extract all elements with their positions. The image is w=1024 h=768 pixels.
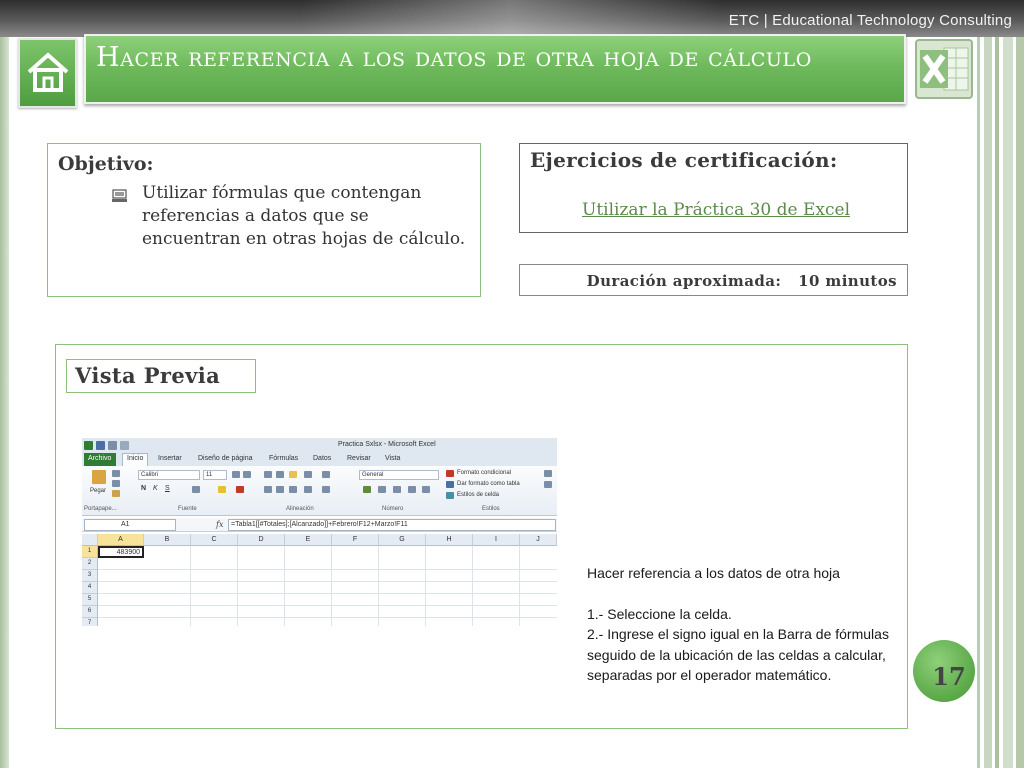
wrap-text-icon[interactable] [322, 471, 330, 478]
instructions [587, 563, 897, 686]
column-header[interactable]: H [426, 534, 473, 546]
group-clipboard: Portapape... [84, 506, 117, 512]
font-color-icon[interactable] [236, 486, 244, 493]
gridline [284, 546, 285, 626]
right-stripe [977, 37, 980, 768]
row-header[interactable]: 6 [82, 606, 98, 618]
group-number: Número [382, 506, 404, 512]
group-styles: Estilos [482, 506, 500, 512]
merge-center-icon[interactable] [322, 486, 330, 493]
row-header[interactable]: 5 [82, 594, 98, 606]
gridline [237, 546, 238, 626]
decrease-decimal-icon[interactable] [422, 486, 430, 493]
home-button[interactable] [18, 38, 77, 108]
ribbon-tabs [82, 452, 557, 466]
align-middle-icon[interactable] [276, 471, 284, 478]
computer-bullet-icon [112, 189, 127, 203]
duration-text: Duración aproximada: 10 minutos [586, 272, 897, 290]
brand-text: ETC | Educational Technology Consulting [728, 12, 1012, 29]
objective-text: Utilizar fórmulas que contengan referencias a datos que se encuentran en otras hojas de cálculo. [142, 183, 466, 249]
instructions-heading: Hacer referencia a los datos de otra hoja [587, 565, 840, 581]
shrink-font-icon[interactable] [243, 471, 251, 478]
cell-a1[interactable]: 483900 [98, 546, 144, 558]
gridline [98, 617, 557, 618]
insert-cells-icon[interactable] [544, 470, 552, 477]
tab-insertar[interactable]: Insertar [158, 455, 182, 462]
column-header[interactable]: C [191, 534, 238, 546]
excel-window-title: Practica Sxlsx - Microsoft Excel [338, 441, 436, 448]
cell-styles-button[interactable]: Estilos de celda [457, 492, 500, 498]
gridline [519, 546, 520, 626]
formula-input[interactable]: =Tabla1[[#Totales];[Alcanzado]]+Febrero!F12+Marzo!F11 [228, 519, 556, 531]
page-number-badge [913, 640, 975, 702]
format-painter-icon[interactable] [112, 490, 120, 497]
right-stripe [1016, 37, 1024, 768]
currency-icon[interactable] [363, 486, 371, 493]
increase-decimal-icon[interactable] [408, 486, 416, 493]
percent-icon[interactable] [378, 486, 386, 493]
column-header[interactable]: I [473, 534, 520, 546]
objective-heading: Objetivo: [58, 153, 154, 175]
preview-label-box [66, 359, 256, 393]
gridline [472, 546, 473, 626]
excel-app-icon [84, 441, 93, 450]
orientation-icon[interactable] [304, 471, 312, 478]
conditional-format-button[interactable]: Formato condicional [457, 470, 512, 476]
page-number: 17 [932, 662, 966, 691]
group-alignment: Alineación [286, 506, 314, 512]
align-left-icon[interactable] [264, 486, 272, 493]
gridline [98, 581, 557, 582]
column-header[interactable]: J [520, 534, 557, 546]
objective-box [47, 143, 481, 297]
row-header[interactable]: 2 [82, 558, 98, 570]
redo-icon[interactable] [120, 441, 129, 450]
page-title: Hacer referencia a los datos de otra hoja de cálculo [96, 42, 812, 73]
indent-icon[interactable] [304, 486, 312, 493]
top-bar-sheen [300, 0, 720, 37]
excel-logo-icon [914, 38, 974, 100]
gridline [98, 569, 557, 570]
quick-access-toolbar [84, 440, 129, 450]
right-stripe [995, 37, 999, 768]
align-top-icon[interactable] [264, 471, 272, 478]
preview-label: Vista Previa [75, 363, 221, 388]
right-stripe [984, 37, 992, 768]
practice-link[interactable]: Utilizar la Práctica 30 de Excel [582, 200, 851, 220]
row-header[interactable]: 3 [82, 570, 98, 582]
italic-button[interactable]: K [153, 485, 158, 492]
font-size-select[interactable]: 11 [203, 470, 227, 480]
name-box[interactable]: A1 [84, 519, 176, 531]
gridline [98, 605, 557, 606]
top-bar [0, 0, 1024, 37]
column-header[interactable]: B [144, 534, 191, 546]
cell-styles-icon[interactable] [446, 492, 454, 499]
ribbon [82, 466, 557, 516]
tab-formulas[interactable]: Fórmulas [269, 455, 299, 462]
copy-icon[interactable] [112, 480, 120, 487]
gridline [190, 546, 191, 626]
row-header[interactable]: 1 [82, 546, 98, 558]
thousands-icon[interactable] [393, 486, 401, 493]
row-header[interactable]: 7 [82, 618, 98, 626]
number-format-select[interactable]: General [359, 470, 439, 480]
tab-diseno-pagina[interactable]: Diseño de página [198, 455, 253, 462]
instructions-step-2: 2.- Ingrese el signo igual en la Barra de fórmulas seguido de la ubicación de las celdas a calcular, separadas por el operador matemático. [587, 626, 889, 683]
gridline [98, 593, 557, 594]
excel-screenshot [82, 438, 557, 626]
right-stripe [1003, 37, 1013, 768]
conditional-format-icon[interactable] [446, 470, 454, 477]
grow-font-icon[interactable] [232, 471, 240, 478]
left-decorative-stripe [0, 37, 9, 768]
align-right-icon[interactable] [289, 486, 297, 493]
formula-bar [82, 518, 557, 532]
borders-icon[interactable] [192, 486, 200, 493]
column-header[interactable]: A [98, 534, 144, 546]
column-header[interactable]: G [379, 534, 426, 546]
gridline [378, 546, 379, 626]
tab-archivo[interactable]: Archivo [84, 453, 116, 466]
row-header[interactable]: 4 [82, 582, 98, 594]
format-table-button[interactable]: Dar formato como tabla [457, 481, 520, 487]
column-header[interactable]: D [238, 534, 285, 546]
column-header[interactable]: E [285, 534, 332, 546]
gridline [425, 546, 426, 626]
instructions-step-1: 1.- Seleccione la celda. [587, 605, 732, 622]
save-icon[interactable] [96, 441, 105, 450]
worksheet-grid [82, 534, 557, 626]
certification-heading: Ejercicios de certificación: [530, 148, 838, 172]
delete-cells-icon[interactable] [544, 481, 552, 488]
excel-title-bar [82, 438, 557, 452]
cut-icon[interactable] [112, 470, 120, 477]
fill-color-icon[interactable] [218, 486, 226, 493]
title-banner [84, 34, 906, 104]
tab-inicio[interactable]: Inicio [122, 453, 148, 466]
underline-button[interactable]: S [165, 485, 170, 492]
align-center-icon[interactable] [276, 486, 284, 493]
align-bottom-icon[interactable] [289, 471, 297, 478]
duration-box [519, 264, 908, 296]
fx-icon[interactable]: fx [216, 520, 224, 529]
group-font: Fuente [178, 506, 197, 512]
tab-datos[interactable]: Datos [313, 455, 332, 462]
gridline [331, 546, 332, 626]
home-icon [25, 50, 71, 96]
bold-button[interactable]: N [141, 485, 147, 492]
undo-icon[interactable] [108, 441, 117, 450]
tab-revisar[interactable]: Revisar [347, 455, 371, 462]
column-header[interactable]: F [332, 534, 379, 546]
tab-vista[interactable]: Vista [385, 455, 401, 462]
paste-icon[interactable] [92, 470, 106, 484]
format-table-icon[interactable] [446, 481, 454, 488]
font-name-select[interactable]: Calibri [138, 470, 200, 480]
certification-box [519, 143, 908, 233]
paste-label[interactable]: Pegar [90, 488, 107, 494]
select-all-corner[interactable] [82, 534, 98, 546]
